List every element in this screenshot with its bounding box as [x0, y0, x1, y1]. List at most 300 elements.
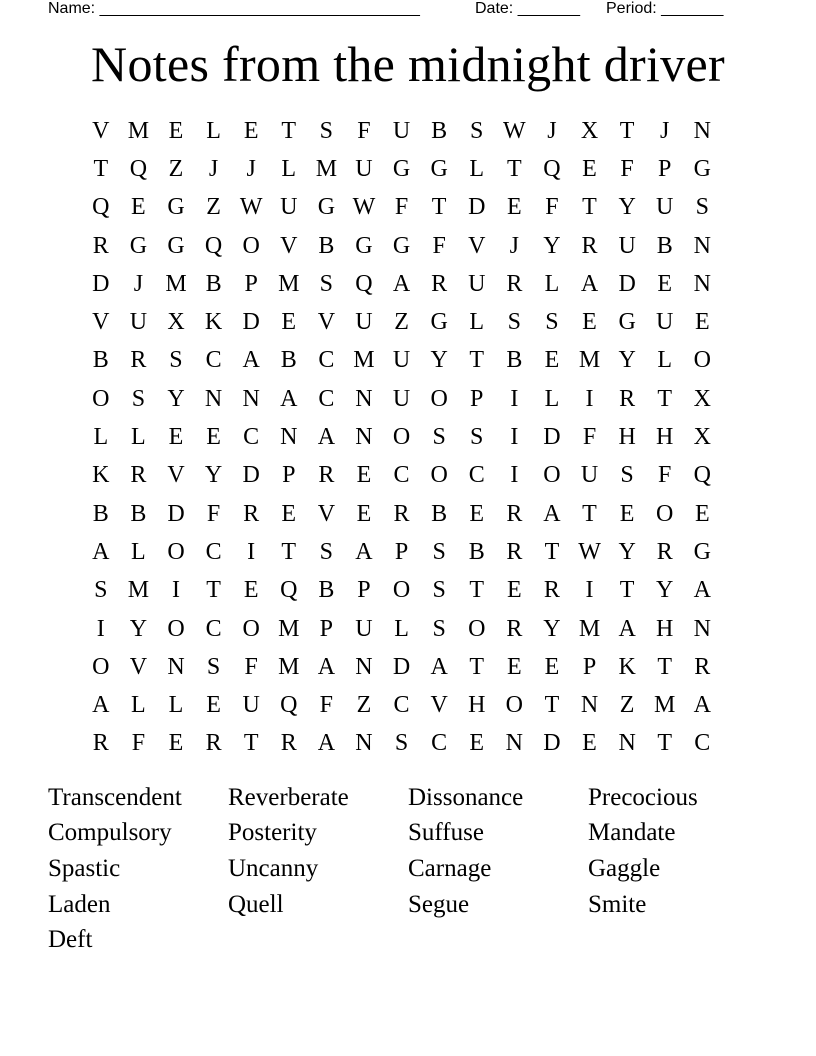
word-bank-item: Dissonance: [408, 783, 524, 811]
word-bank-item: Uncanny: [228, 854, 319, 882]
grid-letter: A: [693, 692, 711, 719]
grid-letter: C: [431, 730, 448, 757]
grid-letter: N: [505, 730, 523, 757]
grid-letter: R: [243, 500, 260, 527]
grid-letter: T: [281, 117, 297, 144]
grid-letter: G: [693, 538, 711, 565]
grid-letter: I: [585, 385, 594, 412]
grid-letter: R: [506, 538, 523, 565]
grid-letter: A: [618, 615, 636, 642]
grid-letter: E: [206, 424, 221, 451]
grid-letter: B: [431, 500, 448, 527]
grid-letter: O: [92, 653, 110, 680]
grid-letter: V: [317, 500, 336, 527]
grid-letter: M: [278, 270, 300, 297]
grid-letter: L: [657, 347, 673, 374]
grid-letter: C: [694, 730, 711, 757]
grid-letter: N: [355, 730, 373, 757]
grid-letter: E: [582, 155, 597, 182]
grid-letter: R: [656, 538, 673, 565]
grid-letter: S: [131, 385, 146, 412]
grid-letter: A: [392, 270, 411, 297]
grid-letter: G: [392, 232, 411, 259]
grid-letter: E: [582, 730, 597, 757]
grid-letter: S: [545, 309, 559, 336]
grid-letter: K: [204, 309, 223, 336]
grid-letter: B: [205, 270, 222, 297]
grid-letter: T: [243, 730, 259, 757]
grid-letter: R: [280, 730, 297, 757]
grid-letter: S: [319, 117, 334, 144]
worksheet-header: [48, 0, 748, 20]
grid-letter: D: [92, 270, 110, 297]
grid-letter: B: [468, 538, 485, 565]
grid-letter: V: [129, 653, 148, 680]
grid-letter: V: [317, 309, 336, 336]
grid-letter: O: [242, 615, 260, 642]
grid-letter: D: [618, 270, 636, 297]
grid-letter: E: [356, 500, 372, 527]
grid-letter: S: [432, 424, 446, 451]
grid-letter: W: [352, 194, 376, 221]
grid-letter: F: [582, 424, 597, 451]
grid-letter: Z: [356, 692, 372, 719]
grid-letter: Q: [355, 270, 373, 297]
grid-letter: Q: [280, 692, 298, 719]
word-bank-item: Deft: [48, 926, 93, 954]
grid-letter: F: [357, 117, 371, 144]
grid-letter: T: [619, 577, 635, 604]
grid-letter: L: [131, 424, 146, 451]
grid-letter: H: [468, 692, 486, 719]
grid-letter: C: [318, 385, 335, 412]
grid-letter: L: [469, 309, 485, 336]
grid-letter: G: [693, 155, 711, 182]
word-bank-item: Compulsory: [48, 819, 172, 847]
grid-letter: N: [355, 653, 373, 680]
grid-letter: O: [92, 385, 110, 412]
grid-letter: O: [656, 500, 674, 527]
grid-letter: A: [317, 653, 336, 680]
grid-letter: U: [618, 232, 636, 259]
grid-letter: N: [242, 385, 260, 412]
grid-letter: S: [695, 194, 709, 221]
grid-letter: E: [206, 692, 221, 719]
grid-letter: L: [544, 270, 560, 297]
grid-letter: T: [582, 500, 597, 527]
grid-letter: Y: [543, 615, 561, 642]
grid-letter: S: [432, 538, 446, 565]
grid-letter: N: [693, 270, 711, 297]
grid-letter: Q: [280, 577, 298, 604]
grid-letter: L: [281, 155, 297, 182]
grid-letter: R: [581, 232, 598, 259]
grid-letter: E: [657, 270, 673, 297]
period-field-label: Period: _______: [606, 0, 724, 17]
grid-letter: W: [503, 117, 526, 144]
grid-letter: Y: [129, 615, 148, 642]
grid-letter: M: [278, 615, 300, 642]
grid-letter: O: [430, 462, 448, 489]
grid-letter: N: [693, 615, 711, 642]
grid-letter: N: [204, 385, 223, 412]
grid-letter: A: [242, 347, 260, 374]
grid-letter: J: [509, 232, 519, 259]
grid-letter: D: [543, 730, 561, 757]
grid-letter: U: [392, 347, 411, 374]
grid-letter: W: [239, 194, 263, 221]
grid-letter: M: [278, 653, 300, 680]
grid-letter: T: [544, 538, 560, 565]
grid-letter: T: [506, 155, 522, 182]
grid-letter: E: [506, 194, 522, 221]
grid-letter: A: [280, 385, 298, 412]
grid-letter: H: [656, 424, 674, 451]
grid-letter: S: [319, 538, 334, 565]
grid-letter: R: [506, 500, 523, 527]
grid-letter: M: [578, 347, 601, 374]
word-bank-item: Segue: [408, 890, 470, 918]
grid-letter: A: [92, 538, 110, 565]
grid-letter: V: [92, 117, 110, 144]
grid-letter: F: [432, 232, 446, 259]
grid-letter: N: [618, 730, 636, 757]
word-bank-item: Transcendent: [48, 783, 182, 811]
grid-letter: R: [130, 347, 147, 374]
grid-letter: U: [656, 309, 674, 336]
grid-letter: N: [167, 653, 185, 680]
grid-letter: S: [620, 462, 634, 489]
grid-letter: U: [242, 692, 260, 719]
grid-letter: G: [355, 232, 373, 259]
grid-letter: E: [469, 500, 485, 527]
grid-letter: E: [168, 730, 184, 757]
grid-letter: E: [694, 309, 710, 336]
grid-letter: S: [432, 577, 446, 604]
grid-letter: P: [282, 462, 296, 489]
grid-letter: E: [356, 462, 372, 489]
grid-letter: D: [543, 424, 561, 451]
grid-letter: T: [431, 194, 447, 221]
grid-letter: E: [619, 500, 635, 527]
grid-letter: X: [580, 117, 599, 144]
grid-letter: L: [469, 155, 485, 182]
grid-letter: C: [243, 424, 260, 451]
grid-letter: P: [658, 155, 672, 182]
grid-letter: E: [168, 424, 184, 451]
grid-letter: U: [392, 385, 411, 412]
grid-letter: S: [94, 577, 108, 604]
grid-letter: U: [355, 615, 373, 642]
grid-letter: H: [656, 615, 674, 642]
grid-letter: Q: [693, 462, 711, 489]
grid-letter: B: [431, 117, 448, 144]
grid-letter: R: [130, 462, 147, 489]
grid-letter: R: [619, 385, 636, 412]
grid-letter: Q: [129, 155, 148, 182]
grid-letter: T: [469, 577, 485, 604]
grid-letter: B: [130, 500, 147, 527]
grid-letter: B: [506, 347, 523, 374]
grid-letter: O: [693, 347, 711, 374]
grid-letter: T: [544, 692, 560, 719]
grid-letter: G: [129, 232, 148, 259]
grid-letter: T: [657, 385, 673, 412]
grid-letter: Y: [204, 462, 223, 489]
grid-letter: T: [469, 653, 485, 680]
grid-letter: Y: [618, 538, 636, 565]
grid-letter: L: [131, 692, 146, 719]
grid-letter: T: [206, 577, 221, 604]
grid-letter: L: [394, 615, 409, 642]
grid-letter: G: [392, 155, 411, 182]
grid-letter: S: [169, 347, 183, 374]
word-bank-item: Laden: [48, 890, 111, 918]
grid-letter: I: [247, 538, 256, 565]
grid-letter: X: [167, 309, 185, 336]
grid-letter: J: [660, 117, 670, 144]
grid-letter: W: [578, 538, 601, 565]
grid-letter: Y: [167, 385, 185, 412]
grid-letter: L: [544, 385, 560, 412]
grid-letter: B: [656, 232, 673, 259]
grid-letter: E: [544, 653, 560, 680]
grid-letter: G: [430, 155, 448, 182]
grid-letter: E: [168, 117, 184, 144]
grid-letter: R: [694, 653, 711, 680]
grid-letter: P: [394, 538, 409, 565]
grid-letter: T: [619, 117, 635, 144]
grid-letter: I: [510, 385, 519, 412]
grid-letter: E: [694, 500, 710, 527]
grid-letter: O: [392, 424, 411, 451]
page-title: Notes from the midnight driver: [91, 36, 725, 92]
grid-letter: P: [357, 577, 371, 604]
word-bank-item: Carnage: [408, 854, 492, 882]
grid-letter: E: [506, 577, 522, 604]
grid-letter: G: [167, 232, 185, 259]
grid-letter: B: [318, 577, 335, 604]
grid-letter: U: [355, 309, 373, 336]
grid-letter: T: [281, 538, 297, 565]
grid-letter: Z: [619, 692, 635, 719]
grid-letter: R: [506, 615, 523, 642]
grid-letter: D: [468, 194, 486, 221]
grid-letter: O: [242, 232, 260, 259]
grid-letter: E: [131, 194, 146, 221]
grid-letter: A: [317, 730, 336, 757]
word-bank-item: Mandate: [588, 819, 676, 847]
grid-letter: G: [317, 194, 336, 221]
grid-letter: O: [167, 538, 185, 565]
grid-letter: F: [244, 653, 258, 680]
grid-letter: R: [431, 270, 448, 297]
grid-letter: A: [693, 577, 711, 604]
grid-letter: T: [582, 194, 597, 221]
grid-letter: I: [96, 615, 105, 642]
word-bank-item: Precocious: [588, 783, 698, 811]
grid-letter: N: [280, 424, 298, 451]
grid-letter: T: [469, 347, 485, 374]
grid-letter: K: [92, 462, 110, 489]
grid-letter: L: [93, 424, 109, 451]
grid-letter: N: [355, 385, 373, 412]
grid-letter: B: [92, 347, 109, 374]
grid-letter: Z: [394, 309, 409, 336]
grid-letter: E: [281, 500, 297, 527]
grid-letter: N: [355, 424, 373, 451]
grid-letter: O: [468, 615, 486, 642]
date-field-label: Date: _______: [475, 0, 580, 17]
grid-letter: Y: [618, 347, 636, 374]
grid-letter: A: [317, 424, 336, 451]
grid-letter: G: [430, 309, 448, 336]
grid-letter: U: [280, 194, 298, 221]
grid-letter: B: [92, 500, 109, 527]
grid-letter: V: [280, 232, 298, 259]
grid-letter: F: [658, 462, 672, 489]
grid-letter: B: [280, 347, 297, 374]
grid-letter: S: [206, 653, 221, 680]
grid-letter: E: [544, 347, 560, 374]
grid-letter: I: [510, 462, 519, 489]
grid-letter: R: [393, 500, 410, 527]
grid-letter: O: [392, 577, 411, 604]
grid-letter: A: [355, 538, 373, 565]
grid-letter: P: [319, 615, 334, 642]
grid-letter: O: [167, 615, 185, 642]
grid-letter: N: [580, 692, 599, 719]
grid-letter: C: [468, 462, 485, 489]
name-field-label: Name: ____________________________________: [48, 0, 420, 17]
grid-letter: D: [392, 653, 411, 680]
grid-letter: S: [470, 424, 484, 451]
grid-letter: O: [543, 462, 561, 489]
grid-letter: F: [394, 194, 409, 221]
grid-letter: M: [127, 577, 150, 604]
grid-letter: O: [430, 385, 448, 412]
word-bank-item: Posterity: [228, 819, 317, 847]
grid-letter: A: [543, 500, 561, 527]
grid-letter: M: [654, 692, 676, 719]
grid-letter: P: [470, 385, 484, 412]
grid-letter: U: [580, 462, 599, 489]
grid-letter: V: [92, 309, 110, 336]
grid-letter: V: [430, 692, 448, 719]
grid-letter: E: [243, 117, 259, 144]
grid-letter: U: [656, 194, 674, 221]
grid-letter: J: [246, 155, 256, 182]
grid-letter: V: [167, 462, 185, 489]
grid-letter: N: [693, 232, 711, 259]
word-bank-item: Quell: [228, 890, 284, 918]
grid-letter: H: [618, 424, 636, 451]
grid-letter: M: [353, 347, 375, 374]
grid-letter: G: [618, 309, 636, 336]
grid-letter: P: [244, 270, 258, 297]
grid-letter: L: [131, 538, 146, 565]
grid-letter: E: [469, 730, 485, 757]
grid-letter: X: [693, 385, 711, 412]
grid-letter: F: [545, 194, 559, 221]
grid-letter: Y: [543, 232, 561, 259]
grid-letter: I: [585, 577, 594, 604]
grid-letter: R: [205, 730, 222, 757]
grid-letter: N: [693, 117, 711, 144]
grid-letter: S: [319, 270, 334, 297]
grid-letter: Z: [206, 194, 221, 221]
word-bank-item: Reverberate: [228, 783, 349, 811]
word-bank-item: Smite: [588, 890, 647, 918]
grid-letter: R: [92, 730, 109, 757]
grid-letter: C: [205, 615, 222, 642]
grid-letter: R: [506, 270, 523, 297]
grid-letter: J: [208, 155, 219, 182]
grid-letter: U: [129, 309, 148, 336]
grid-letter: K: [618, 653, 636, 680]
grid-letter: M: [127, 117, 150, 144]
grid-letter: D: [167, 500, 185, 527]
grid-letter: A: [92, 692, 110, 719]
grid-letter: C: [393, 462, 410, 489]
grid-letter: C: [393, 692, 410, 719]
grid-letter: D: [242, 309, 260, 336]
grid-letter: C: [205, 347, 222, 374]
grid-letter: L: [168, 692, 184, 719]
grid-letter: E: [506, 653, 522, 680]
grid-letter: O: [505, 692, 523, 719]
grid-letter: G: [167, 194, 185, 221]
grid-letter: Y: [618, 194, 636, 221]
grid-letter: T: [657, 730, 673, 757]
grid-letter: Q: [543, 155, 561, 182]
grid-letter: J: [547, 117, 557, 144]
grid-letter: Y: [656, 577, 674, 604]
grid-letter: J: [133, 270, 144, 297]
grid-letter: M: [165, 270, 187, 297]
word-bank-item: Spastic: [48, 854, 121, 882]
grid-letter: U: [468, 270, 486, 297]
grid-letter: R: [543, 577, 560, 604]
grid-letter: D: [242, 462, 260, 489]
grid-letter: B: [318, 232, 335, 259]
word-bank-item: Suffuse: [408, 819, 484, 847]
grid-letter: L: [206, 117, 221, 144]
grid-letter: R: [318, 462, 335, 489]
grid-letter: R: [92, 232, 109, 259]
grid-letter: S: [394, 730, 409, 757]
grid-letter: E: [243, 577, 259, 604]
letter-grid: [82, 112, 721, 763]
grid-letter: F: [131, 730, 146, 757]
word-bank: [48, 780, 768, 958]
grid-letter: F: [206, 500, 221, 527]
grid-letter: Y: [430, 347, 448, 374]
grid-letter: I: [510, 424, 519, 451]
grid-letter: E: [582, 309, 597, 336]
grid-letter: A: [580, 270, 599, 297]
grid-letter: C: [205, 538, 222, 565]
grid-letter: M: [578, 615, 601, 642]
grid-letter: C: [318, 347, 335, 374]
grid-letter: V: [468, 232, 486, 259]
grid-letter: Q: [92, 194, 110, 221]
grid-letter: S: [432, 615, 446, 642]
grid-letter: T: [93, 155, 109, 182]
grid-letter: M: [315, 155, 338, 182]
grid-letter: X: [693, 424, 711, 451]
grid-letter: U: [392, 117, 411, 144]
